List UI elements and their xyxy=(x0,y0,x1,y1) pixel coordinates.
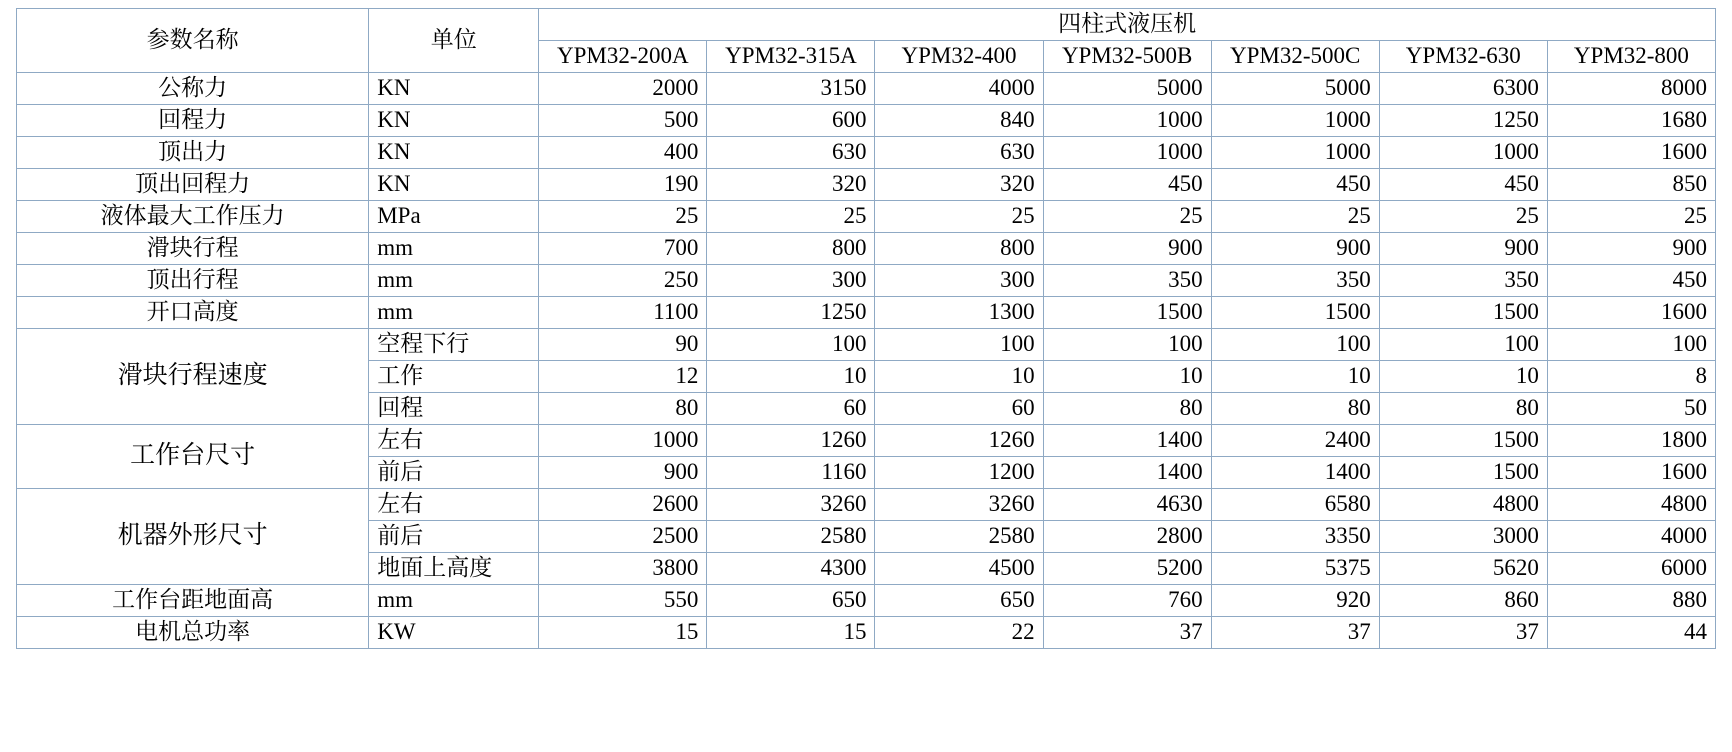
row-label: 回程力 xyxy=(17,105,369,137)
subrow-label: 地面上高度 xyxy=(369,553,539,585)
row-value: 300 xyxy=(875,265,1043,297)
row-value: 1300 xyxy=(875,297,1043,329)
header-model-2: YPM32-400 xyxy=(875,41,1043,73)
table-row xyxy=(17,265,1716,297)
row-value: 1000 xyxy=(1043,105,1211,137)
row-value: 37 xyxy=(1379,617,1547,649)
table-row xyxy=(17,297,1716,329)
row-unit: MPa xyxy=(369,201,539,233)
row-value: 5375 xyxy=(1211,553,1379,585)
row-value: 10 xyxy=(707,361,875,393)
row-unit: mm xyxy=(369,233,539,265)
row-value: 2580 xyxy=(875,521,1043,553)
row-value: 350 xyxy=(1379,265,1547,297)
row-value: 5000 xyxy=(1043,73,1211,105)
subrow-label: 前后 xyxy=(369,521,539,553)
header-model-3: YPM32-500B xyxy=(1043,41,1211,73)
row-value: 880 xyxy=(1547,585,1715,617)
table-header-row-1 xyxy=(17,9,1716,41)
row-value: 25 xyxy=(707,201,875,233)
row-value: 1160 xyxy=(707,457,875,489)
table-row xyxy=(17,329,1716,361)
row-value: 450 xyxy=(1043,169,1211,201)
row-value: 4300 xyxy=(707,553,875,585)
row-value: 1500 xyxy=(1379,425,1547,457)
row-value: 80 xyxy=(1043,393,1211,425)
row-value: 8 xyxy=(1547,361,1715,393)
row-value: 60 xyxy=(875,393,1043,425)
row-value: 650 xyxy=(875,585,1043,617)
row-value: 6300 xyxy=(1379,73,1547,105)
row-value: 80 xyxy=(1379,393,1547,425)
row-unit: KN xyxy=(369,73,539,105)
row-unit: mm xyxy=(369,265,539,297)
row-value: 3260 xyxy=(875,489,1043,521)
row-label: 液体最大工作压力 xyxy=(17,201,369,233)
table-row xyxy=(17,169,1716,201)
header-model-5: YPM32-630 xyxy=(1379,41,1547,73)
row-value: 80 xyxy=(539,393,707,425)
row-value: 25 xyxy=(1547,201,1715,233)
header-param-name: 参数名称 xyxy=(17,9,369,73)
row-value: 1500 xyxy=(1379,457,1547,489)
row-value: 6580 xyxy=(1211,489,1379,521)
row-value: 4630 xyxy=(1043,489,1211,521)
row-value: 4000 xyxy=(875,73,1043,105)
table-body xyxy=(17,73,1716,649)
table-row xyxy=(17,233,1716,265)
row-value: 1250 xyxy=(1379,105,1547,137)
row-value: 4800 xyxy=(1379,489,1547,521)
row-value: 1000 xyxy=(1043,137,1211,169)
row-label: 工作台距地面高 xyxy=(17,585,369,617)
header-model-6: YPM32-800 xyxy=(1547,41,1715,73)
row-value: 4000 xyxy=(1547,521,1715,553)
row-value: 1260 xyxy=(707,425,875,457)
row-value: 450 xyxy=(1211,169,1379,201)
row-group-label: 滑块行程速度 xyxy=(17,329,369,425)
row-value: 100 xyxy=(1211,329,1379,361)
row-value: 44 xyxy=(1547,617,1715,649)
row-value: 920 xyxy=(1211,585,1379,617)
row-unit: mm xyxy=(369,297,539,329)
table-row xyxy=(17,617,1716,649)
row-unit: KN xyxy=(369,105,539,137)
row-label: 顶出力 xyxy=(17,137,369,169)
row-value: 1600 xyxy=(1547,137,1715,169)
row-value: 1600 xyxy=(1547,297,1715,329)
row-value: 2500 xyxy=(539,521,707,553)
row-value: 90 xyxy=(539,329,707,361)
row-value: 1000 xyxy=(1211,137,1379,169)
row-value: 3800 xyxy=(539,553,707,585)
row-value: 700 xyxy=(539,233,707,265)
row-value: 5000 xyxy=(1211,73,1379,105)
row-value: 900 xyxy=(1211,233,1379,265)
row-value: 50 xyxy=(1547,393,1715,425)
subrow-label: 空程下行 xyxy=(369,329,539,361)
row-value: 1250 xyxy=(707,297,875,329)
row-value: 900 xyxy=(539,457,707,489)
row-value: 900 xyxy=(1547,233,1715,265)
row-unit: KN xyxy=(369,137,539,169)
row-value: 15 xyxy=(707,617,875,649)
row-unit: mm xyxy=(369,585,539,617)
row-value: 760 xyxy=(1043,585,1211,617)
row-value: 630 xyxy=(875,137,1043,169)
row-unit: KN xyxy=(369,169,539,201)
row-label: 滑块行程 xyxy=(17,233,369,265)
header-machine-group: 四柱式液压机 xyxy=(539,9,1716,41)
row-value: 300 xyxy=(707,265,875,297)
row-value: 800 xyxy=(707,233,875,265)
row-value: 1100 xyxy=(539,297,707,329)
row-label: 公称力 xyxy=(17,73,369,105)
row-unit: KW xyxy=(369,617,539,649)
row-value: 3350 xyxy=(1211,521,1379,553)
row-value: 1500 xyxy=(1211,297,1379,329)
row-value: 1400 xyxy=(1211,457,1379,489)
row-group-label: 机器外形尺寸 xyxy=(17,489,369,585)
row-value: 190 xyxy=(539,169,707,201)
row-value: 320 xyxy=(707,169,875,201)
row-value: 10 xyxy=(1043,361,1211,393)
row-value: 1500 xyxy=(1043,297,1211,329)
row-value: 4800 xyxy=(1547,489,1715,521)
row-value: 250 xyxy=(539,265,707,297)
table-row xyxy=(17,425,1716,457)
row-value: 5200 xyxy=(1043,553,1211,585)
table-row xyxy=(17,105,1716,137)
row-value: 10 xyxy=(875,361,1043,393)
row-value: 860 xyxy=(1379,585,1547,617)
row-value: 3000 xyxy=(1379,521,1547,553)
row-value: 850 xyxy=(1547,169,1715,201)
row-value: 1200 xyxy=(875,457,1043,489)
row-value: 60 xyxy=(707,393,875,425)
row-value: 840 xyxy=(875,105,1043,137)
row-group-label: 工作台尺寸 xyxy=(17,425,369,489)
row-value: 25 xyxy=(875,201,1043,233)
table-row xyxy=(17,137,1716,169)
header-model-1: YPM32-315A xyxy=(707,41,875,73)
row-value: 2600 xyxy=(539,489,707,521)
row-value: 550 xyxy=(539,585,707,617)
row-value: 900 xyxy=(1379,233,1547,265)
row-value: 37 xyxy=(1043,617,1211,649)
row-value: 3260 xyxy=(707,489,875,521)
row-value: 1260 xyxy=(875,425,1043,457)
row-value: 1600 xyxy=(1547,457,1715,489)
row-value: 650 xyxy=(707,585,875,617)
row-value: 6000 xyxy=(1547,553,1715,585)
row-value: 350 xyxy=(1211,265,1379,297)
row-value: 1400 xyxy=(1043,425,1211,457)
row-value: 1000 xyxy=(539,425,707,457)
row-value: 22 xyxy=(875,617,1043,649)
row-value: 2000 xyxy=(539,73,707,105)
row-value: 1500 xyxy=(1379,297,1547,329)
row-value: 100 xyxy=(1547,329,1715,361)
table-header xyxy=(17,9,1716,73)
subrow-label: 工作 xyxy=(369,361,539,393)
row-value: 10 xyxy=(1379,361,1547,393)
row-value: 15 xyxy=(539,617,707,649)
row-value: 320 xyxy=(875,169,1043,201)
header-unit: 单位 xyxy=(369,9,539,73)
table-row xyxy=(17,489,1716,521)
row-label: 开口高度 xyxy=(17,297,369,329)
row-value: 1000 xyxy=(1211,105,1379,137)
row-value: 100 xyxy=(707,329,875,361)
row-value: 400 xyxy=(539,137,707,169)
table-row xyxy=(17,201,1716,233)
row-value: 4500 xyxy=(875,553,1043,585)
subrow-label: 前后 xyxy=(369,457,539,489)
row-value: 630 xyxy=(707,137,875,169)
row-value: 25 xyxy=(1043,201,1211,233)
row-value: 12 xyxy=(539,361,707,393)
row-value: 25 xyxy=(1211,201,1379,233)
row-value: 100 xyxy=(1043,329,1211,361)
row-value: 450 xyxy=(1547,265,1715,297)
specification-table xyxy=(16,8,1716,649)
header-model-4: YPM32-500C xyxy=(1211,41,1379,73)
table-row xyxy=(17,585,1716,617)
row-value: 350 xyxy=(1043,265,1211,297)
row-value: 2800 xyxy=(1043,521,1211,553)
row-value: 100 xyxy=(875,329,1043,361)
row-label: 电机总功率 xyxy=(17,617,369,649)
header-model-0: YPM32-200A xyxy=(539,41,707,73)
subrow-label: 左右 xyxy=(369,489,539,521)
row-value: 800 xyxy=(875,233,1043,265)
table-row xyxy=(17,73,1716,105)
row-value: 8000 xyxy=(1547,73,1715,105)
row-label: 顶出行程 xyxy=(17,265,369,297)
row-value: 2580 xyxy=(707,521,875,553)
row-value: 80 xyxy=(1211,393,1379,425)
row-value: 100 xyxy=(1379,329,1547,361)
row-value: 1800 xyxy=(1547,425,1715,457)
row-value: 600 xyxy=(707,105,875,137)
row-value: 2400 xyxy=(1211,425,1379,457)
row-value: 1000 xyxy=(1379,137,1547,169)
row-value: 3150 xyxy=(707,73,875,105)
row-value: 500 xyxy=(539,105,707,137)
row-value: 25 xyxy=(539,201,707,233)
row-value: 37 xyxy=(1211,617,1379,649)
row-value: 450 xyxy=(1379,169,1547,201)
row-value: 5620 xyxy=(1379,553,1547,585)
subrow-label: 回程 xyxy=(369,393,539,425)
row-value: 25 xyxy=(1379,201,1547,233)
row-value: 10 xyxy=(1211,361,1379,393)
row-value: 900 xyxy=(1043,233,1211,265)
row-value: 1680 xyxy=(1547,105,1715,137)
row-value: 1400 xyxy=(1043,457,1211,489)
subrow-label: 左右 xyxy=(369,425,539,457)
row-label: 顶出回程力 xyxy=(17,169,369,201)
